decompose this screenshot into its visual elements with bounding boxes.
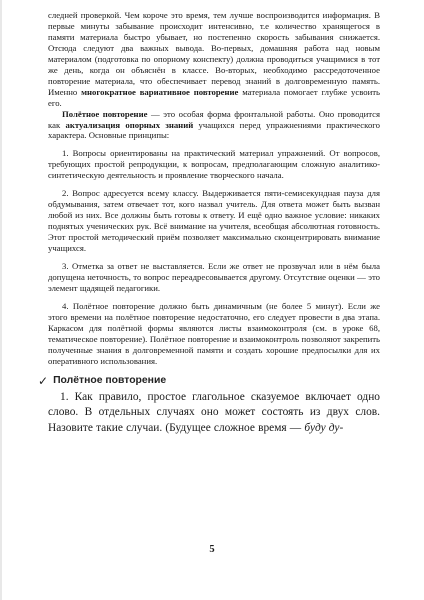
principle-1: 1. Вопросы ориентированы на практический материал упражнений. От вопросов, требующих простой репродукции, к вопросам, предполагающим сложную аналитико-синтетическую деятельность и проявление творческого начала. [48,148,380,181]
principle-2: 2. Вопрос адресуется всему классу. Выдерживается пяти-семисекундная пауза для обдумывания, затем отвечает тот, кого назвал учитель. Для ответа может быть вызван любой из них. Все должны быть готовы к ответу. И ещё одно важное условие: никаких поднятых ученических рук. Всё внимание на учителя, всеобщая абсолютная готовность. Этот простой методический приём позволяет максимально сконцентрировать внимание учащихся. [48,188,380,254]
exercise-question: 1. Как правило, простое глагольное сказуемое включает одно слово. В отдельных случаях оно может состоять из двух слов. Назовите такие случаи. (Будущее сложное время — буду ду- [48,390,380,434]
emphasis-repetition: многократное вариативное повторение [81,86,239,97]
body-text-large [48,390,380,437]
document-page [38,10,380,436]
paragraph-continuation: следней проверкой. Чем короче это время, тем лучше воспроизводится информация. В первые минуты забывание происходит интенсивно, т.е количество хранящегося в памяти материала быстро убывает, но постепенно скорость забывания снижается. Отсюда следуют два важных вывода. Во-первых, домашняя работа над новым материалом (подготовка по опорному конспекту) должна проводиться учащимися в тот же день, когда он объяснён в классе. Во-вторых, необходимо рассредоточенное повторение материала, что обеспечивает перевод знаний в долговременную память. Именно многократное вариативное повторение материала помогает глубже усвоить его. [48,10,380,108]
page-number: 5 [209,544,215,555]
section-heading [38,375,380,387]
checkmark-icon: ✓ [38,373,49,388]
page-edge-shadow [0,0,2,600]
paragraph-definition: Полётное повторение — это особая форма фронтальной работы. Оно проводится как актуализация опорных знаний учащихся перед упражнениями практического характера. Основные принципы: [48,108,380,141]
principle-4: 4. Полётное повторение должно быть динамичным (не более 5 минут). Если же этого времени на полётное повторение недостаточно, его следует провести в два этапа. Каркасом для полётной формы являются листы взаимоконтроля (см. в уроке 68, тематическое повторение). Полётное повторение и взаимоконтроль позволяют закрепить полученные знания в долговременной памяти и создать хорошие предпосылки для их оперативного использования. [48,300,380,366]
principle-3: 3. Отметка за ответ не выставляется. Если же ответ не прозвучал или в нём была допущена неточность, то вопрос переадресовывается другому. Отсутствие оценки — это элемент щадящей педагогики. [48,261,380,293]
body-text-small [48,10,380,367]
section-title: Полётное повторение [53,375,167,387]
